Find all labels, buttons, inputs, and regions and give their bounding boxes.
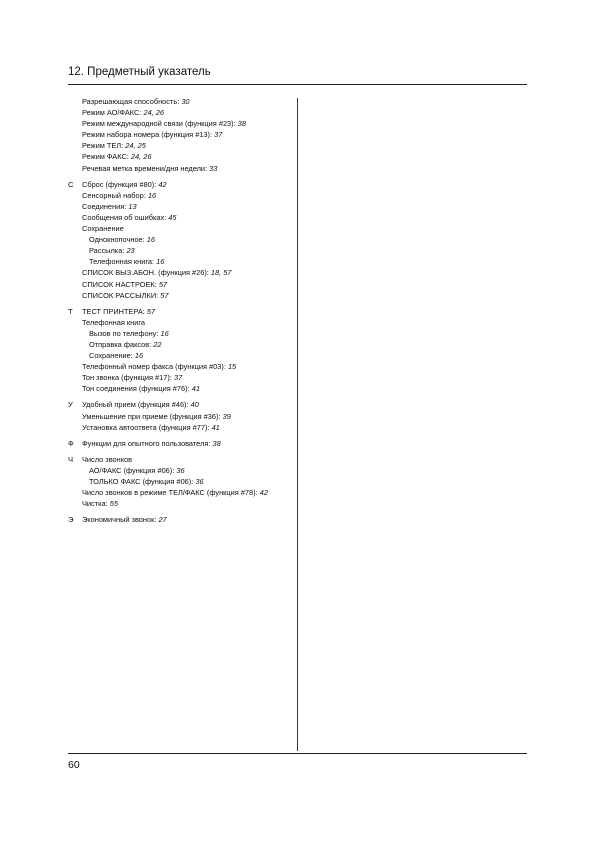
index-entry: Телефонная книга xyxy=(82,317,145,327)
index-letter: Ч xyxy=(68,454,74,464)
index-entry: Удобный прием (функция #46): 40 xyxy=(82,400,199,410)
index-entry: Число звонков в режиме ТЕЛ/ФАКС (функция #78): 42 xyxy=(82,488,268,498)
index-entry: Сброс (функция #80): 42 xyxy=(82,179,167,189)
index-group-e xyxy=(68,514,290,525)
index-entry: СПИСОК НАСТРОЕК: 57 xyxy=(82,279,168,289)
index-group-f xyxy=(68,438,290,449)
index-subentry: Отправка факсов: 22 xyxy=(89,339,162,349)
index-entry: СПИСОК РАССЫЛКИ: 57 xyxy=(82,290,169,300)
index-entry: Функции для опытного пользователя: 38 xyxy=(82,438,221,448)
index-entry: Уменьшение при приеме (функция #36): 39 xyxy=(82,411,231,421)
index-letter: Ф xyxy=(68,438,74,448)
index-entry: Сохранение xyxy=(82,224,124,234)
index-entry: Тон звонка (функция #17): 37 xyxy=(82,373,183,383)
page-header-title: 12. Предметный указатель xyxy=(68,66,211,78)
index-entry: Число звонков xyxy=(82,454,133,464)
index-group-ch xyxy=(68,454,290,509)
header-rule xyxy=(68,84,527,85)
index-entry: Режим АО/ФАКС: 24, 26 xyxy=(82,108,165,118)
index-letter: Э xyxy=(68,515,74,525)
index-entry: Телефонный номер факса (функция #03): 15 xyxy=(82,362,237,372)
index-entry: Сенсорный набор: 16 xyxy=(82,190,157,200)
index-column xyxy=(68,96,290,525)
index-group-u xyxy=(68,399,290,432)
index-subentry: Сохранение: 16 xyxy=(89,351,144,361)
index-entry: Режим ТЕЛ: 24, 25 xyxy=(82,141,146,151)
index-entry: Сообщения об ошибках: 45 xyxy=(82,212,177,222)
index-group-continuation xyxy=(68,96,290,174)
index-entry: ТЕСТ ПРИНТЕРА: 57 xyxy=(82,306,156,316)
index-subentry: ТОЛЬКО ФАКС (функция #06): 36 xyxy=(89,477,204,486)
column-divider xyxy=(297,98,298,751)
index-subentry: Телефонная книга: 16 xyxy=(89,257,165,267)
page-number: 60 xyxy=(68,759,80,771)
index-entry: Экономичный звонок: 27 xyxy=(82,515,167,525)
index-entry: Режим международной связи (функция #23): 38 xyxy=(82,119,246,129)
index-entry: Разрешающая способность: 30 xyxy=(82,97,190,106)
footer-rule xyxy=(68,753,527,754)
index-entry: Чистка: 55 xyxy=(82,499,118,509)
index-letter: Т xyxy=(68,306,73,316)
index-subentry: Вызов по телефону: 16 xyxy=(89,328,169,338)
index-entry: Установка автоответа (функция #77): 41 xyxy=(82,422,220,432)
index-subentry: АО/ФАКС (функция #06): 36 xyxy=(89,465,185,475)
index-entry: СПИСОК ВЫЗ.АБОН. (функция #26): 18, 57 xyxy=(82,268,232,278)
index-group-s xyxy=(68,179,290,301)
index-entry: Режим набора номера (функция #13): 37 xyxy=(82,130,223,140)
index-subentry: Однокнопочное: 16 xyxy=(89,235,155,245)
index-entry: Речевая метка времени/дня недели: 33 xyxy=(82,163,218,173)
index-letter: С xyxy=(68,179,74,189)
index-entry: Соединения: 13 xyxy=(82,201,137,211)
index-entry: Режим ФАКС: 24, 26 xyxy=(82,152,152,162)
index-letter: У xyxy=(68,400,73,410)
index-entry: Тон соединения (функция #76): 41 xyxy=(82,384,200,394)
index-group-t xyxy=(68,306,290,395)
index-subentry: Рассылка: 23 xyxy=(89,246,135,256)
